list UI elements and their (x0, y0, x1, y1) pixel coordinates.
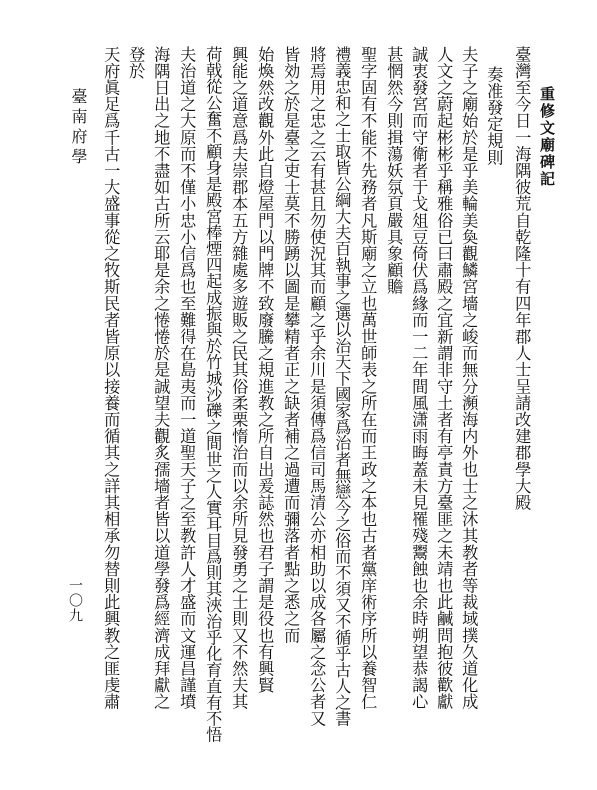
text-column-3: 夫子之廟始於是乎美輪美奐觀鱗宮墻之峻而無分瀕海内外也士之沐其教者等裁域撲久道化成 (459, 46, 479, 710)
text-column-1: 臺灣至今日一海隅彼荒自乾隆十有四年郡人士呈請改建郡學大殿 (512, 46, 532, 511)
text-column-16: 登於 (126, 46, 146, 80)
text-column-13: 荷戟從公奮不顧身是殿宮棒煙四起成振與於竹城沙礫之間世之人實耳目爲則其浹治乎化育直有不悟 (203, 46, 223, 743)
text-column-17: 天府眞足爲千古一大盛事從之牧斯民者皆原以接養而循其之詳其相承勿替則此興教之匪虔肅 (101, 46, 121, 710)
text-column-12: 興能之道意爲夫崇郡本五方雜處多遊販之民其俗柔栗惰治而以余所見發勇之士則又不然夫其 (229, 46, 249, 710)
document-title: 重修文廟碑記 (538, 86, 556, 188)
text-column-15: 海隅日出之地不盡如古所云耶是余之惓惓於是誠望夫觀炙孺墻者皆以道學發爲經濟成拜獻之 (151, 46, 171, 710)
page-number: 一〇九 (67, 578, 83, 623)
text-column-7: 聖字固有不能不先務者凡斯廟之立也萬世師表之所在而王政之本也古者黨庠術序所以養智仁 (358, 46, 378, 710)
text-column-8: 禮義忠和之士取皆公綱大夫百執事之選以治天下國家爲治者無戀今之俗而不須又不循乎古人之書 (332, 46, 352, 727)
text-column-9: 將焉用之忠之云有甚且勿使況其而顧之乎余川是須傳爲信司馬清公亦相助以成各屬之念公者又 (307, 46, 327, 727)
text-column-11: 始煥然改觀外此自燈屋門以門牌不致廢騰之規進教之所自出爰誌然也君子謂是役也有興賢 (255, 46, 275, 694)
text-column-2: 奏准發定規則 (484, 66, 504, 166)
running-footer-school-name: 臺南府學 (69, 88, 88, 168)
text-column-10: 皆効之於是臺之吏士莫不勝踴以圖是攀精者正之缺者補之過遭而彌落者點之悉之而 (281, 46, 301, 644)
text-column-6: 甚惘然今則揖蕩妖氛頁嚴具象顧贍 (384, 46, 404, 295)
text-column-14: 夫治道之大原而不僅小忠小信爲也至難得在島夷而一道聖天子之至教許人才盛而文運昌謹墳 (177, 46, 197, 710)
text-column-5: 誠衷發宮而守衛者于戈俎豆倚伏爲緣而一二年間風潇雨晦蓋未見罹殘鬻蝕也余時朔望恭謁心 (409, 46, 429, 710)
text-column-4: 人文之蔚起彬彬乎稱雅俗已曰肅殿之宜新謂非守土者有亭責方臺匪之未靖也此鹹問抱彼歡獻 (434, 46, 454, 710)
